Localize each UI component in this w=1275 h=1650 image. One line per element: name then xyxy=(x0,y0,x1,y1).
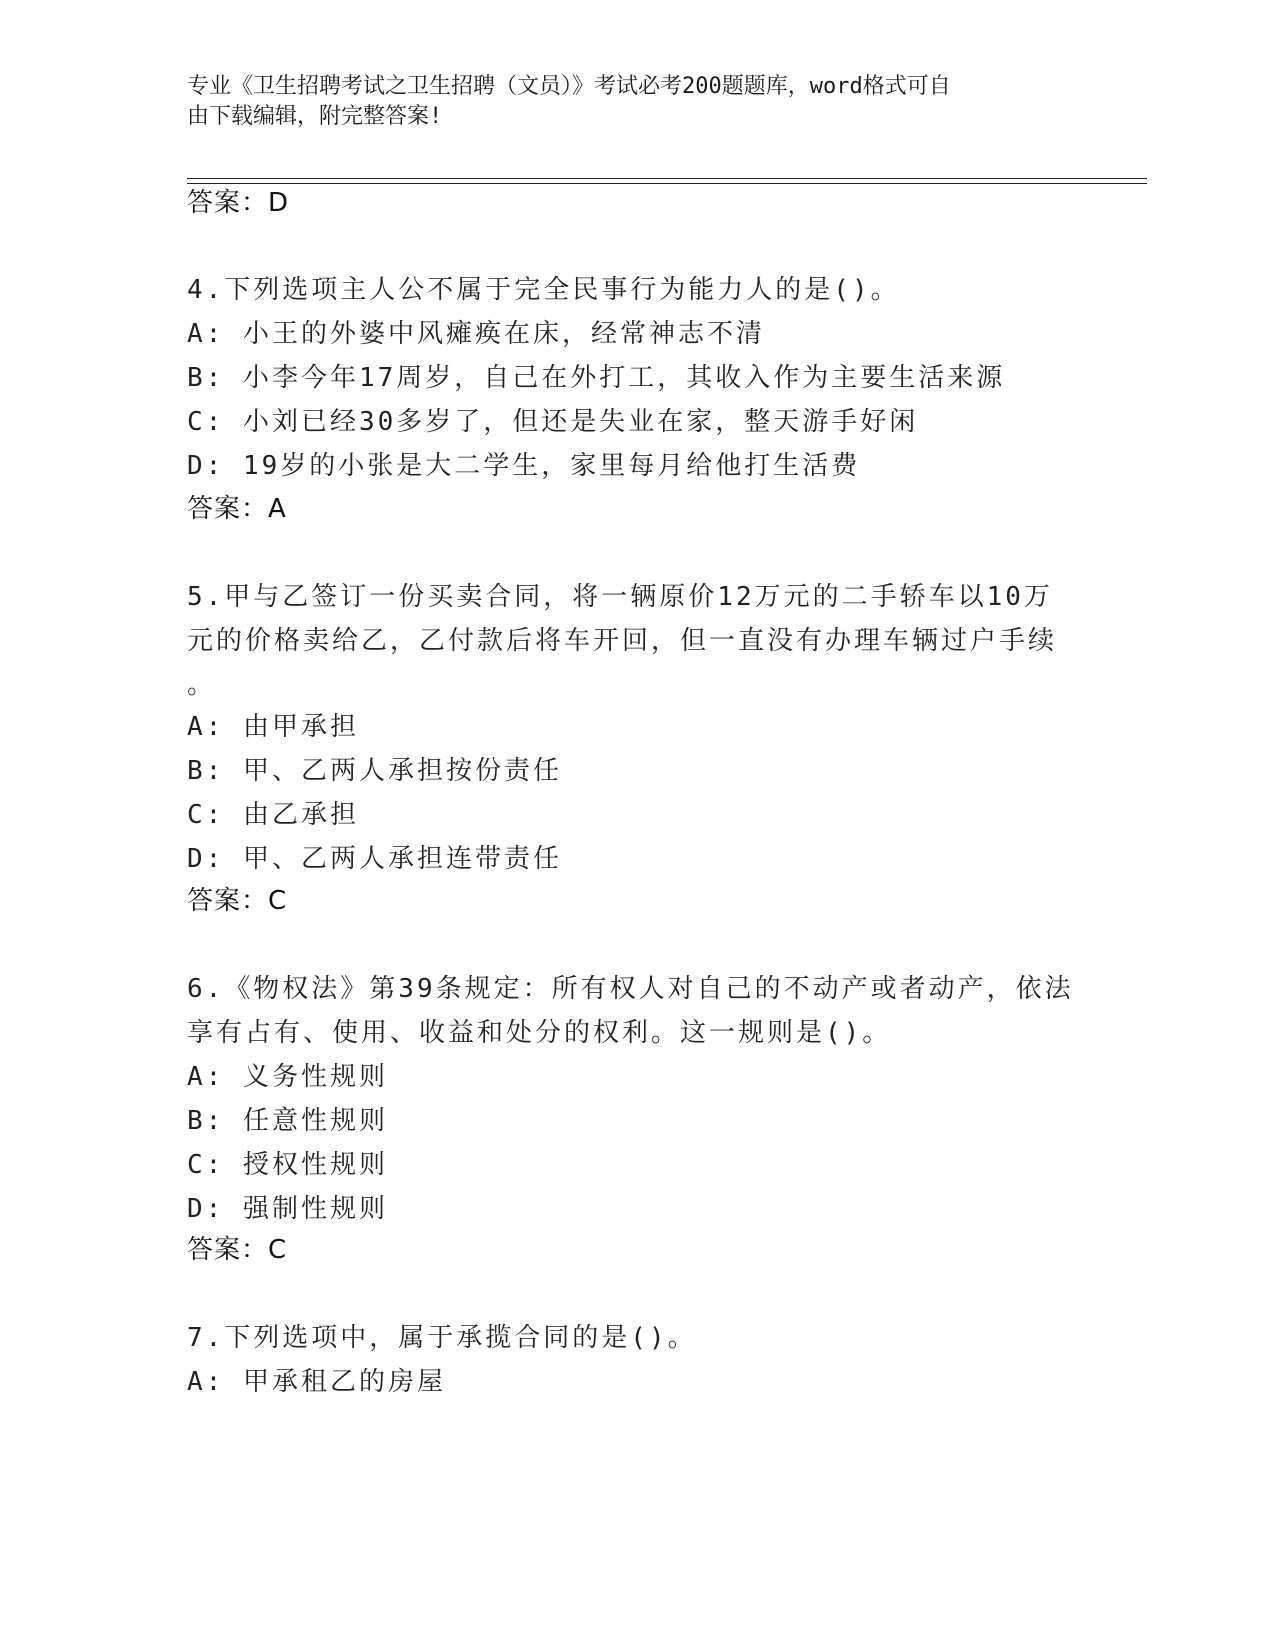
question-5-option-d: D: 甲、乙两人承担连带责任 xyxy=(187,844,562,874)
answer-q3: 答案：D xyxy=(187,188,290,218)
header-rule-top xyxy=(187,178,1147,179)
question-6-option-a: A: 义务性规则 xyxy=(187,1062,388,1092)
question-4-option-c: C: 小刘已经30多岁了，但还是失业在家，整天游手好闲 xyxy=(187,407,919,437)
question-4-option-d: D: 19岁的小张是大二学生，家里每月给他打生活费 xyxy=(187,451,861,481)
question-6-stem-line-1: 6.《物权法》第39条规定：所有权人对自己的不动产或者动产，依法 xyxy=(187,974,1074,1004)
header-rule-bottom xyxy=(187,183,1147,184)
question-7-stem: 7.下列选项中，属于承揽合同的是()。 xyxy=(187,1323,697,1353)
answer-q4: 答案：A xyxy=(187,494,287,524)
question-4-option-b: B: 小李今年17周岁，自己在外打工，其收入作为主要生活来源 xyxy=(187,363,1006,393)
question-6-option-d: D: 强制性规则 xyxy=(187,1194,388,1224)
question-7-option-a: A: 甲承租乙的房屋 xyxy=(187,1367,446,1397)
document-header xyxy=(187,72,1087,132)
question-5-option-a: A: 由甲承担 xyxy=(187,712,359,742)
question-4-stem: 4.下列选项主人公不属于完全民事行为能力人的是()。 xyxy=(187,275,900,305)
header-line-1: 专业《卫生招聘考试之卫生招聘（文员）》考试必考200题题库，word格式可自 xyxy=(187,74,951,99)
question-6-stem-line-2: 享有占有、使用、收益和处分的权利。这一规则是()。 xyxy=(187,1018,892,1048)
question-6-option-c: C: 授权性规则 xyxy=(187,1150,388,1180)
answer-q6: 答案：C xyxy=(187,1235,288,1265)
question-5-option-c: C: 由乙承担 xyxy=(187,800,359,830)
header-line-2: 由下载编辑，附完整答案! xyxy=(187,104,443,129)
question-4-option-a: A: 小王的外婆中风瘫痪在床，经常神志不清 xyxy=(187,319,765,349)
question-5-stem-line-2: 元的价格卖给乙，乙付款后将车开回，但一直没有办理车辆过户手续 xyxy=(187,626,1058,656)
question-5-option-b: B: 甲、乙两人承担按份责任 xyxy=(187,756,562,786)
question-5-stem-line-1: 5.甲与乙签订一份买卖合同，将一辆原价12万元的二手轿车以10万 xyxy=(187,582,1053,612)
question-5-stem-line-3: 。 xyxy=(187,670,217,700)
answer-q5: 答案：C xyxy=(187,886,288,916)
question-6-option-b: B: 任意性规则 xyxy=(187,1106,388,1136)
